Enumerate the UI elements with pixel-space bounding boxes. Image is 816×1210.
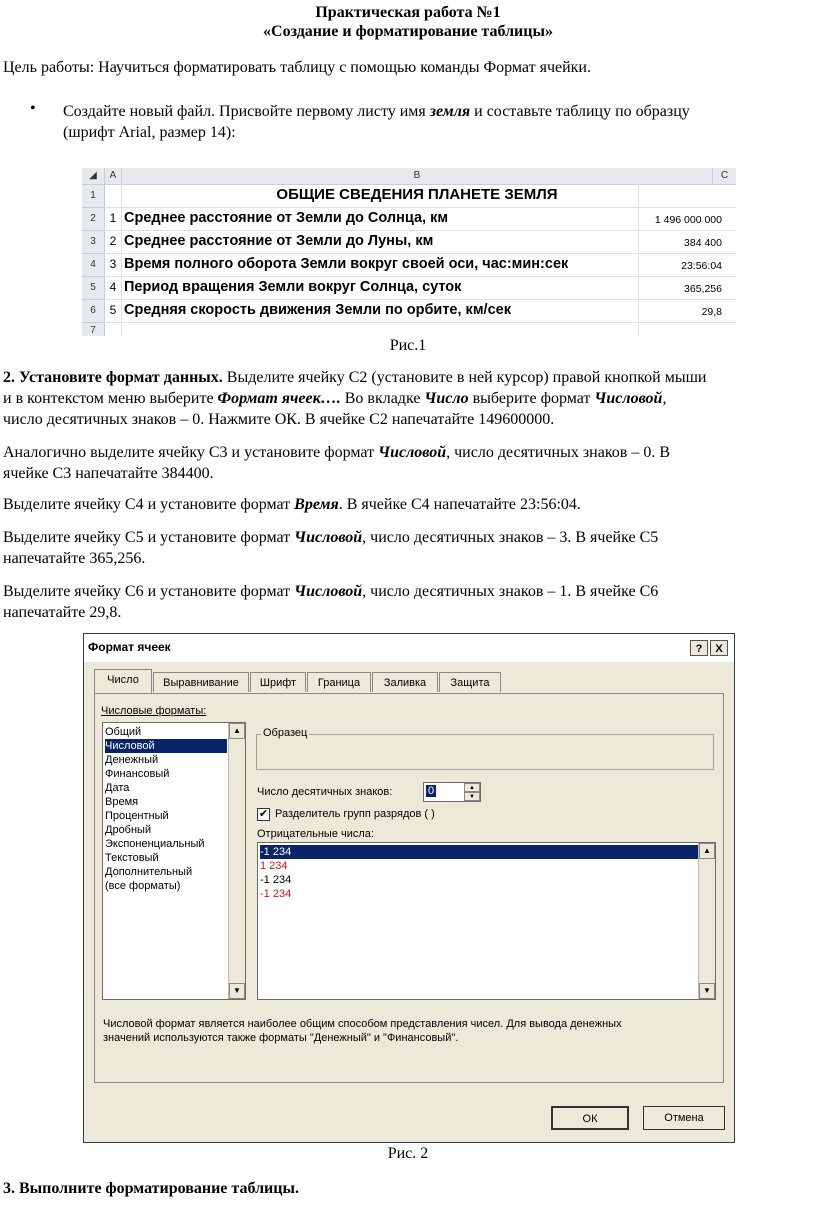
dialog-titlebar (84, 634, 734, 662)
bullet-text (63, 101, 803, 143)
row-header: 6 (82, 300, 105, 323)
list-item[interactable]: Время (105, 796, 139, 808)
text-run: Аналогично выделите ячейку С3 и установите формат (3, 444, 379, 461)
list-item[interactable]: (все форматы) (105, 880, 181, 892)
tab-panel-number (94, 693, 724, 1083)
cell-b: Период вращения Земли вокруг Солнца, суток (124, 279, 462, 295)
negative-numbers-listbox[interactable] (257, 842, 716, 1000)
row-header: 2 (82, 208, 105, 231)
formats-listbox[interactable] (102, 722, 246, 1000)
text-emphasis: Числовой (378, 444, 447, 461)
row-header: 5 (82, 277, 105, 300)
page-title: Практическая работа №1 (315, 4, 501, 21)
page-subtitle: «Создание и форматирование таблицы» (263, 23, 553, 40)
row-header: 3 (82, 231, 105, 254)
text-run: выберите формат (468, 390, 595, 407)
bullet-text-part: Создайте новый файл. Присвойте первому листу имя (63, 103, 430, 120)
decimals-label: Число десятичных знаков: (257, 786, 393, 798)
cell-c: 1 496 000 000 (654, 214, 722, 226)
text-emphasis: Числовой (294, 529, 363, 546)
decimals-value[interactable]: 0 (428, 785, 435, 797)
tab-border[interactable]: Граница (307, 672, 371, 692)
format-description-2: значений используются также форматы "Денежный" и "Финансовый". (103, 1032, 459, 1044)
tab-fill[interactable]: Заливка (372, 672, 438, 692)
decimals-spinner[interactable] (423, 782, 481, 802)
figure1-caption: Рис.1 (389, 337, 427, 354)
list-item[interactable]: Общий (105, 726, 142, 738)
list-item-selected[interactable]: -1 234 (260, 845, 698, 859)
text-run: Выделите ячейку С5 и установите формат (3, 529, 295, 546)
cell-b: Время полного оборота Земли вокруг своей оси, час:мин:сек (124, 256, 569, 272)
spin-down-icon[interactable]: ▼ (464, 792, 480, 801)
text-emphasis: Числовой (294, 583, 363, 600)
list-item[interactable]: Финансовый (105, 768, 170, 780)
cell-a: 2 (109, 234, 117, 248)
text-emphasis: Время (294, 496, 339, 513)
cell-b: Средняя скорость движения Земли по орбите, км/сек (124, 302, 511, 318)
close-button[interactable]: X (710, 640, 728, 656)
text-run: Во вкладке (340, 390, 425, 407)
text-run: напечатайте 29,8. (3, 604, 122, 621)
spreadsheet-figure (82, 168, 736, 336)
bullet-text-line2: (шрифт Arial, размер 14): (63, 124, 236, 141)
text-run: число десятичных знаков – 0. Нажмите ОК. В ячейке С2 напечатайте 149600000. (3, 411, 555, 428)
text-run: , число десятичных знаков – 1. В ячейке С6 (362, 583, 659, 600)
table-heading: ОБЩИЕ СВЕДЕНИЯ ПЛАНЕТЕ ЗЕМЛЯ (276, 186, 558, 203)
text-emphasis: Число (424, 390, 469, 407)
step2-paragraph (3, 367, 813, 430)
list-item[interactable]: -1 234 (260, 874, 292, 886)
tab-number[interactable]: Число (94, 669, 152, 693)
scroll-down-icon[interactable]: ▼ (229, 983, 245, 999)
text-run: , число десятичных знаков – 0. В (446, 444, 671, 461)
text-run: Выделите ячейку С2 (установите в ней курсор) правой кнопкой мыши (222, 369, 707, 386)
column-header-a: A (105, 168, 122, 185)
scroll-up-icon[interactable]: ▲ (699, 843, 715, 859)
tab-protection[interactable]: Защита (439, 672, 501, 692)
text-run: и в контекстом меню выберите (3, 390, 218, 407)
text-run: , (662, 390, 667, 407)
cell-c: 29,8 (701, 306, 722, 318)
format-description: Числовой формат является наиболее общим способом представления чисел. Для вывода денежных (103, 1018, 622, 1030)
list-item[interactable]: Дополнительный (105, 866, 193, 878)
help-button[interactable]: ? (690, 640, 708, 656)
step2-heading: 2. Установите формат данных. (3, 369, 223, 386)
cell-a: 3 (109, 257, 117, 271)
list-item[interactable]: Дробный (105, 824, 152, 836)
text-emphasis: Числовой (594, 390, 663, 407)
cell-b: Среднее расстояние от Земли до Луны, км (124, 233, 434, 249)
row-header: 4 (82, 254, 105, 277)
column-header-c: C (713, 168, 736, 185)
cell-a: 5 (109, 303, 117, 317)
format-cells-dialog (83, 633, 735, 1143)
cell-c: 365,256 (684, 283, 722, 295)
list-item[interactable]: Экспоненциальный (105, 838, 205, 850)
sample-groupbox (256, 734, 714, 770)
cell-b: Среднее расстояние от Земли до Солнца, км (124, 210, 449, 226)
text-run: , число десятичных знаков – 3. В ячейке С5 (362, 529, 659, 546)
step2-paragraph-2 (3, 442, 813, 484)
formats-label: Числовые форматы: (101, 705, 207, 717)
cell-c: 384 400 (684, 237, 722, 249)
formats-scrollbar[interactable] (228, 723, 245, 999)
corner-cell: ◢ (82, 168, 105, 185)
text-run: напечатайте 365,256. (3, 550, 146, 567)
tab-font[interactable]: Шрифт (250, 672, 306, 692)
scroll-up-icon[interactable]: ▲ (229, 723, 245, 739)
row-header: 7 (82, 323, 105, 336)
ok-button[interactable]: ОК (551, 1106, 629, 1130)
separator-label: Разделитель групп разрядов ( ) (275, 808, 435, 820)
tab-alignment[interactable]: Выравнивание (153, 672, 249, 692)
goal-text: Цель работы: Научиться форматировать таблицу с помощью команды Формат ячейки. (3, 59, 591, 76)
negative-label: Отрицательные числа: (257, 828, 374, 840)
list-item-selected[interactable]: Числовой (105, 739, 227, 753)
list-item[interactable]: Текстовый (105, 852, 159, 864)
spin-up-icon[interactable]: ▲ (464, 783, 480, 792)
sample-label: Образец (263, 727, 308, 739)
list-item[interactable]: Денежный (105, 754, 159, 766)
bullet-marker: • (30, 100, 36, 117)
negatives-scrollbar[interactable] (698, 843, 715, 999)
cell-a: 1 (109, 211, 117, 225)
figure2-caption: Рис. 2 (387, 1145, 429, 1162)
dialog-title: Формат ячеек (88, 640, 171, 654)
list-item[interactable]: Дата (105, 782, 130, 794)
text-run: . В ячейке С4 напечатайте 23:56:04. (338, 496, 581, 513)
step3-heading: 3. Выполните форматирование таблицы. (3, 1180, 299, 1197)
step2-paragraph-4 (3, 527, 813, 569)
text-run: Выделите ячейку С6 и установите формат (3, 583, 295, 600)
cancel-button[interactable]: Отмена (643, 1106, 725, 1130)
bullet-text-part: и составьте таблицу по образцу (470, 103, 690, 120)
list-item[interactable]: Процентный (105, 810, 169, 822)
bullet-text-emphasis: земля (429, 103, 471, 120)
list-item[interactable]: 1 234 (260, 860, 288, 872)
step2-paragraph-3 (3, 494, 813, 515)
list-item[interactable]: -1 234 (260, 888, 292, 900)
text-run: Выделите ячейку С4 и установите формат (3, 496, 295, 513)
cell-c: 23:56:04 (681, 260, 722, 272)
row-header: 1 (82, 185, 105, 208)
scroll-down-icon[interactable]: ▼ (699, 983, 715, 999)
separator-checkbox[interactable]: ✔ (258, 808, 269, 820)
column-header-b: B (122, 168, 713, 185)
cell-a: 4 (109, 280, 117, 294)
step2-paragraph-5 (3, 581, 813, 623)
text-emphasis: Формат ячеек…. (217, 390, 341, 407)
text-run: ячейке С3 напечатайте 384400. (3, 465, 214, 482)
